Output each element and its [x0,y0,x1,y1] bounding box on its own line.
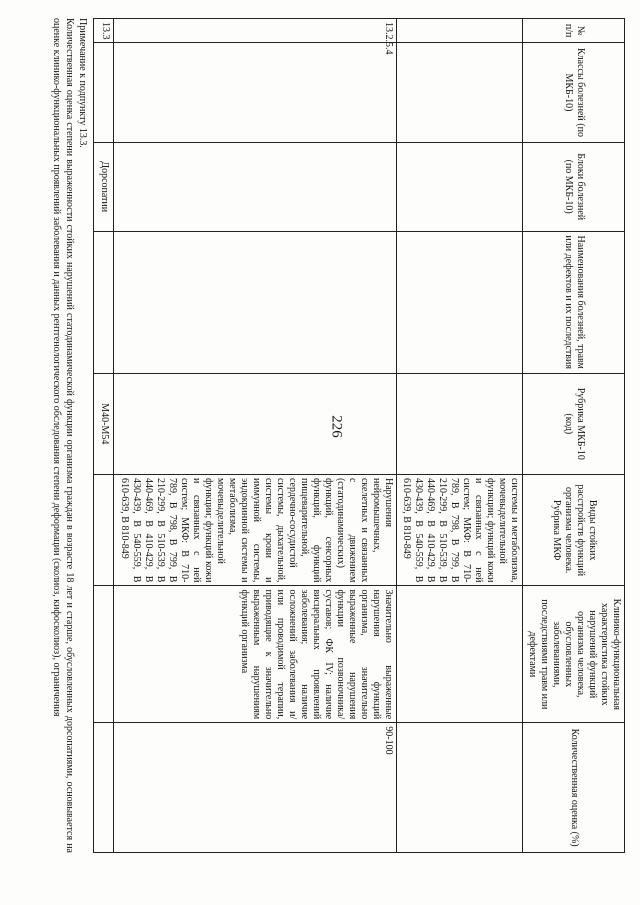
clinical-cell: Значительно выраженные нарушения функций организма, значительно выраженные нарушения функции позвоночника/суставов; ФК IV; наличие висцеральных проявлений заболевания; наличие осложнений заболевания и/или проводимой терапии, приводящие к значительно выраженным нарушениям функций организма [114,586,397,723]
percent-cell: 90-100 [114,723,397,853]
footnote [50,18,89,853]
table-header-row [523,19,625,853]
table-row [94,19,114,853]
header-percent: Количественная оценка (%) [523,723,625,853]
table-row [397,19,523,853]
header-clinical: Клинико-функциональная характеристика стойких нарушений функций организма человека, обусловленных заболеваниями, последствиями травм или дефектами [523,586,625,723]
header-blocks: Блоки болезней (по МКБ-10) [523,142,625,231]
row-number: 13.3 [94,19,114,43]
header-num: № п/п [523,19,625,43]
blocks-cell: Дорсопатии [94,142,114,231]
header-types: Виды стойких расстройств функций организма человека. Рубрика МКФ [523,474,625,585]
impairment-table [93,18,625,853]
table-row [114,19,397,853]
note-text: Количественная оценка степени выраженности стойких нарушений статодинамической функции организма граждан в возрасте 18 лет и старше, обусловленных дорсопатиями, основывается на оценке клинико-функциональных проявлений заболевания и данных рентгенологического обследования степени деформации (сколиоз, кифосколиоз), ограничения [51,18,75,853]
page-number: 226 [328,415,345,438]
row-number: 13.2.5.4 [114,19,397,43]
header-names: Наименования болезней, травм или дефектов и их последствия [523,231,625,373]
header-rubric: Рубрика МКБ-10 (код) [523,373,625,474]
rubric-cell: M40-M54 [94,373,114,474]
types-cell: Нарушения нейромышечных, скелетных и связанных с движением (статодинамических) функций, сенсорных функций, функций пищеварительной, сердечно-сосудистой системы, дыхательной, системы крови и иммунной системы, эндокринной системы и метаболизма, мочевыделительной функции; функций кожи и связанных с ней систем; МКФ: В 710-789, В 798, В 799, В 210-299, В 510-539, В 440-469, В 410-429, В 430-439, В 540-559, В 610-639, В 810-849 [114,474,397,585]
header-classes: Классы болезней (по МКБ-10) [523,43,625,142]
types-cell-continued: системы и метаболизма, мочевыделительной функции; функций кожи и связанных с ней систем; МКФ: В 710-789, В 798, В 799, В 210-299, В 510-539, В 440-469, В 410-429, В 430-439, В 540-559, В 610-639, В 810-849 [397,474,523,585]
note-title: Примечание к подпункту 13.3. [77,18,88,148]
